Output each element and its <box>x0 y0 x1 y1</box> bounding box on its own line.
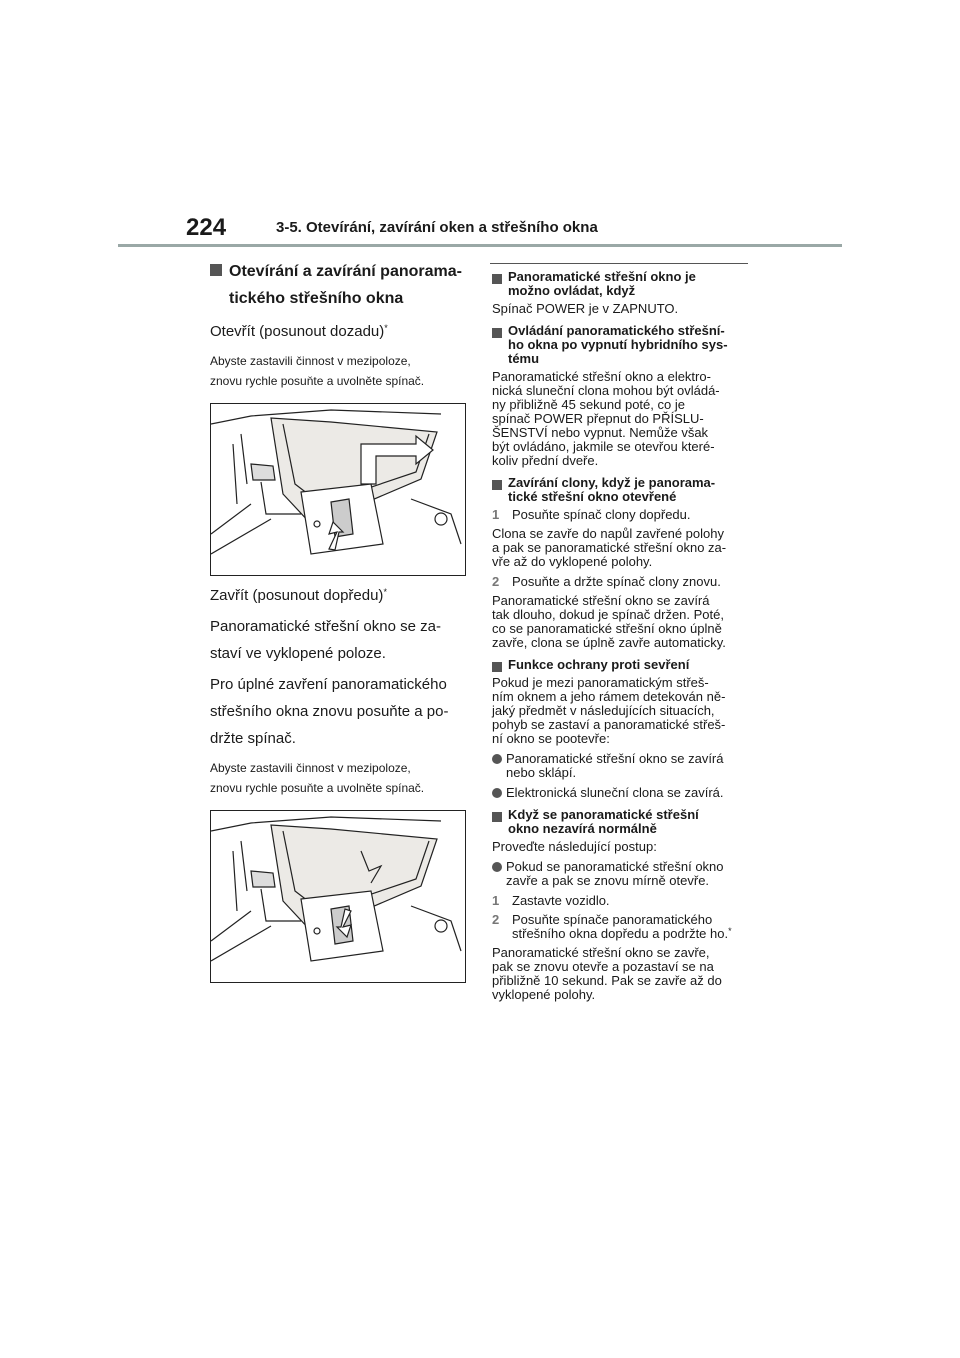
jam-bullet-2: Elektronická sluneční clona se zavírá. <box>492 786 754 800</box>
main-heading-line2: tického střešního okna <box>229 290 404 307</box>
open-title: Otevřít (posunout dozadu)* <box>210 323 388 340</box>
close-paragraph-1: Panoramatické střešní okno se za- staví ve vyklopené poloze. <box>210 618 441 662</box>
section-jam-protection-heading: Funkce ochrany proti sevření <box>492 658 754 672</box>
abnormal-bullet-1: Pokud se panoramatické střešní okno zavře a pak se znovu mírně otevře. <box>492 860 754 888</box>
section-operable-heading: Panoramatické střešní okno je možno ovládat, když <box>492 270 754 298</box>
page-number: 224 <box>186 214 227 241</box>
section-jam-protection-text: Pokud je mezi panoramatickým střeš- ním oknem a jeho rámem detekován ně- jaký předmět v následujících situacích, pohyb se zastaví a panoramatické střeš- ní okno se pootevře: <box>492 675 726 746</box>
left-column <box>210 258 472 983</box>
square-bullet-icon <box>492 812 502 822</box>
jam-bullet-1: Panoramatické střešní okno se zavírá nebo sklápí. <box>492 752 754 780</box>
square-bullet-icon <box>492 662 502 672</box>
footnote-star: * <box>384 323 388 333</box>
footnote-star: * <box>728 926 732 936</box>
abnormal-step-2: 2 Posuňte spínače panoramatického střešního okna dopředu a podržte ho.* <box>492 912 732 941</box>
round-bullet-icon <box>492 788 502 798</box>
open-note: Abyste zastavili činnost v mezipoloze, znovu rychle posuňte a uvolněte spínač. <box>210 354 425 388</box>
section-after-off-heading: Ovládání panoramatického střešní- ho okna po vypnutí hybridního sys- tému <box>492 324 754 366</box>
close-illustration <box>210 810 466 983</box>
square-bullet-icon <box>492 480 502 490</box>
shade-step-1: 1 Posuňte spínač clony dopředu. <box>492 507 691 522</box>
section-shade-heading: Zavírání clony, když je panorama- tické střešní okno otevřené <box>492 476 754 504</box>
close-note: Abyste zastavili činnost v mezipoloze, znovu rychle posuňte a uvolněte spínač. <box>210 761 425 795</box>
section-title: 3-5. Otevírání, zavírání oken a střešního okna <box>276 219 598 236</box>
round-bullet-icon <box>492 754 502 764</box>
shade-step-1-result: Clona se zavře do napůl zavřené polohy a pak se panoramatické střešní okno za- vře až do vyklopené polohy. <box>492 526 727 569</box>
header-rule <box>118 244 842 247</box>
square-bullet-icon <box>492 328 502 338</box>
square-bullet-icon <box>492 274 502 284</box>
section-after-off-text: Panoramatické střešní okno a elektro- nická sluneční clona mohou být ovládá- ny přibližně 45 sekund poté, co je spínač POWER přepnut do PŘÍSLU- ŠENSTVÍ nebo vypnut. Nemůže však být ovládáno, jakmile se otevřou které- koliv přední dveře. <box>492 369 720 468</box>
abnormal-result: Panoramatické střešní okno se zavře, pak se znovu otevře a pozastaví se na přibližně 10 sekund. Pak se zavře až do vyklopené polohy. <box>492 945 722 1002</box>
round-bullet-icon <box>492 862 502 872</box>
section-operable-text: Spínač POWER je v ZAPNUTO. <box>492 301 679 316</box>
square-bullet-icon <box>210 264 222 276</box>
close-paragraph-2: Pro úplné zavření panoramatického střešního okna znovu posuňte a po- držte spínač. <box>210 676 449 747</box>
main-heading <box>210 258 472 312</box>
main-heading-line1: Otevírání a zavírání panorama- <box>229 263 462 280</box>
sunroof-open-illustration <box>211 404 465 575</box>
shade-step-2-result: Panoramatické střešní okno se zavírá tak dlouho, dokud je spínač držen. Poté, co se panoramatické střešní okno úplně zavře, clona se úplně zavře automaticky. <box>492 593 726 650</box>
right-column <box>492 262 754 1008</box>
abnormal-step-1: 1 Zastavte vozidlo. <box>492 893 610 908</box>
shade-step-2: 2 Posuňte a držte spínač clony znovu. <box>492 574 721 589</box>
section-abnormal-heading: Když se panoramatické střešní okno nezavírá normálně <box>492 808 754 836</box>
open-illustration <box>210 403 466 576</box>
footnote-star: * <box>383 587 387 597</box>
sunroof-close-illustration <box>211 811 465 982</box>
section-abnormal-text: Proveďte následující postup: <box>492 839 657 854</box>
close-title: Zavřít (posunout dopředu)* <box>210 587 387 604</box>
